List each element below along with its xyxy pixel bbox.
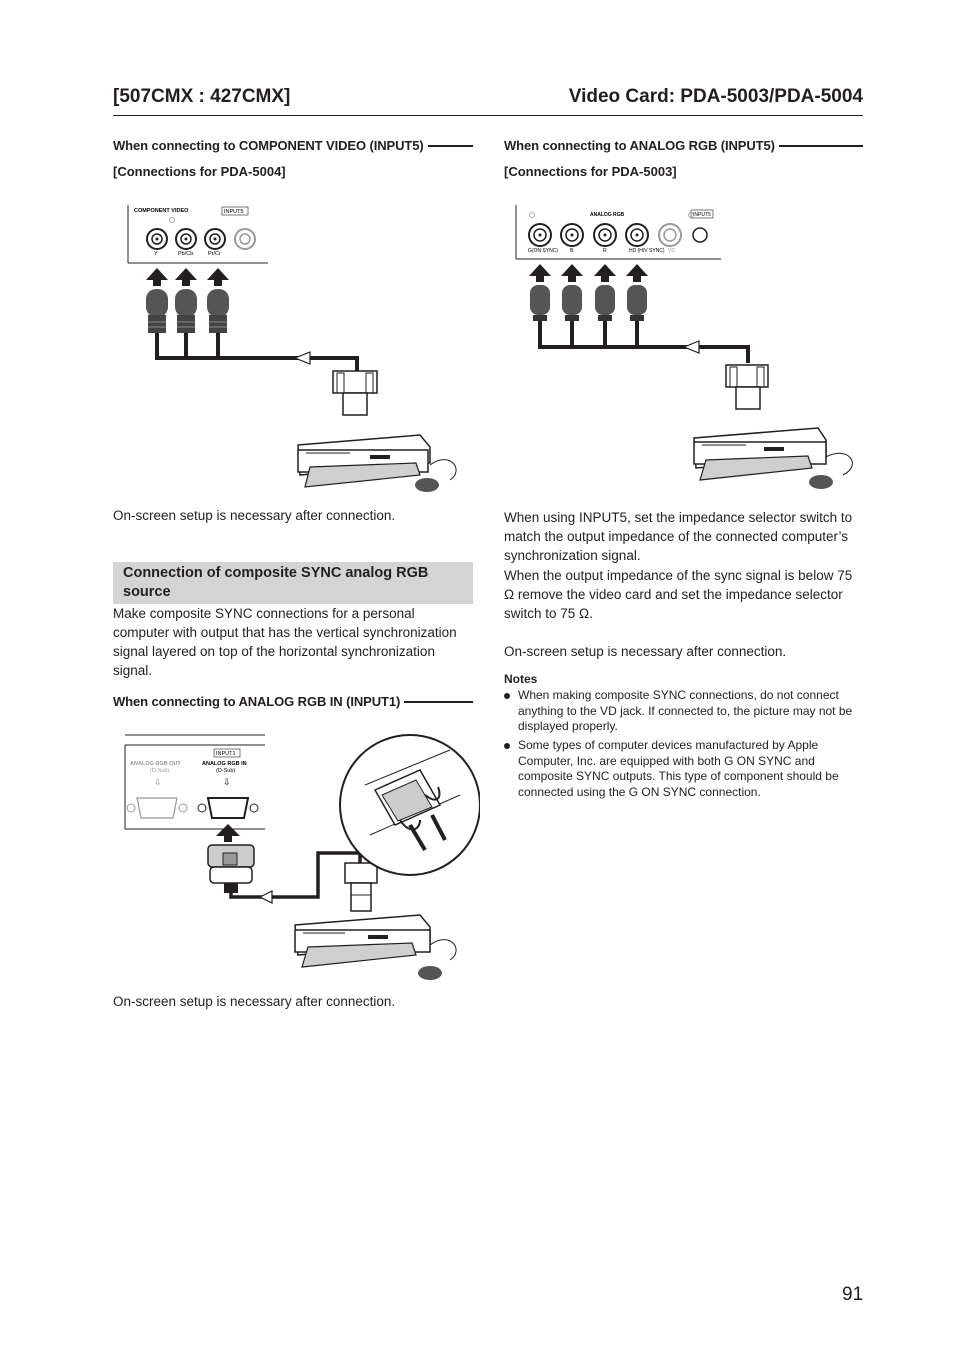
analog-rgb-input-label: INPUT5 — [693, 212, 711, 218]
analog5-setup-note: On-screen setup is necessary after connection. — [504, 644, 787, 659]
bnc-jack-g — [529, 224, 551, 246]
notes-heading: Notes — [504, 672, 538, 686]
svg-text:⇩: ⇩ — [223, 777, 231, 787]
analog-in-input-label: INPUT1 — [216, 751, 236, 757]
jack-label-pb: Pb/Cb — [178, 251, 194, 257]
impedance-paragraph-1: When using INPUT5, set the impedance selector switch to match the output impedance of the connected computer’s synchronization signal. — [504, 510, 853, 563]
analog-in-label: ANALOG RGB IN — [202, 761, 247, 767]
section-body: Make composite SYNC connections for a personal computer with output that has the vertical synchronization signal layered on top of the horizontal synchronization signal. — [113, 606, 457, 678]
component-setup-note: On-screen setup is necessary after connection. — [113, 508, 396, 523]
section-heading: Connection of composite SYNC analog RGB source — [123, 565, 429, 600]
bnc-jack-vd — [659, 224, 681, 246]
note-item: Some types of computer devices manufactured by Apple Computer, Inc. are equipped with both G ON SYNC and composite SYNC outputs. This type of component should be connected using the G ON SYNC connection. — [504, 738, 864, 800]
rca-plugs — [146, 289, 229, 333]
component-connection-diagram — [120, 195, 480, 500]
analog-rgb-input5-heading: When connecting to ANALOG RGB (INPUT5) — [504, 138, 863, 153]
bnc-label-hd: HD (H/V SYNC) — [629, 248, 665, 254]
component-input-label: INPUT5 — [224, 209, 244, 215]
svg-text:⇩: ⇩ — [154, 777, 162, 787]
analog-out-sub: (D-Sub) — [150, 768, 170, 774]
analog-rgb-connections-subheading: [Connections for PDA-5003] — [504, 164, 677, 179]
analog-rgb-input5-diagram — [508, 195, 868, 495]
signal-direction-arrow — [295, 352, 310, 364]
bullet-icon — [504, 693, 510, 699]
model-heading: [507CMX : 427CMX] — [113, 86, 291, 107]
analog-rgb-in-diagram — [120, 725, 480, 990]
dsub-plug — [333, 371, 377, 415]
impedance-paragraph-2: When the output impedance of the sync signal is below 75 Ω remove the video card and set the impedance selector switch to 75 Ω. — [504, 568, 853, 621]
bnc-label-b: B — [570, 248, 574, 254]
jack-label-pr: Pr/Cr — [208, 251, 221, 257]
dsub-plug-right — [726, 365, 768, 409]
connection-arrows — [146, 268, 229, 286]
component-connections-subheading: [Connections for PDA-5004] — [113, 164, 286, 179]
component-panel-label: COMPONENT VIDEO — [134, 208, 189, 214]
bnc-plugs — [530, 285, 647, 321]
bnc-arrows — [529, 264, 648, 282]
jack-pb — [176, 229, 196, 249]
analog-rgb-panel — [516, 205, 721, 259]
note-item: When making composite SYNC connections, do not connect anything to the VD jack. If connected to, the picture may not be displayed properly. — [504, 688, 864, 735]
component-panel — [128, 205, 268, 263]
zoom-callout — [340, 735, 480, 875]
jack-label-y: Y — [154, 251, 158, 257]
bnc-label-vd: VD — [668, 248, 675, 254]
computer-illustration-3 — [694, 428, 852, 489]
bnc-label-g: G(ON SYNC) — [528, 248, 558, 254]
header-rule — [113, 115, 863, 116]
jack-pr — [205, 229, 225, 249]
dsub-plug-left — [208, 845, 254, 893]
computer-illustration-2 — [295, 915, 456, 980]
analog-in-setup-note: On-screen setup is necessary after connection. — [113, 994, 396, 1009]
bnc-jack-hd — [626, 224, 648, 246]
page-number: 91 — [842, 1284, 864, 1305]
page-title: Video Card: PDA-5003/PDA-5004 — [568, 86, 863, 107]
computer-illustration — [298, 435, 456, 492]
jack-unused — [235, 229, 255, 249]
dsub-plug-computer — [345, 863, 377, 911]
jack-y — [147, 229, 167, 249]
bnc-jack-r — [594, 224, 616, 246]
bnc-label-r: R — [603, 248, 607, 254]
component-video-heading: When connecting to COMPONENT VIDEO (INPUT5) — [113, 138, 473, 153]
bnc-jack-b — [561, 224, 583, 246]
analog-in-panel — [125, 735, 265, 829]
analog-rgb-panel-label: ANALOG RGB — [590, 212, 625, 218]
analog-out-label: ANALOG RGB OUT — [130, 761, 181, 767]
analog-rgb-in-heading: When connecting to ANALOG RGB IN (INPUT1) — [113, 694, 473, 709]
analog-in-sub: (D-Sub) — [216, 768, 236, 774]
bullet-icon — [504, 743, 510, 749]
